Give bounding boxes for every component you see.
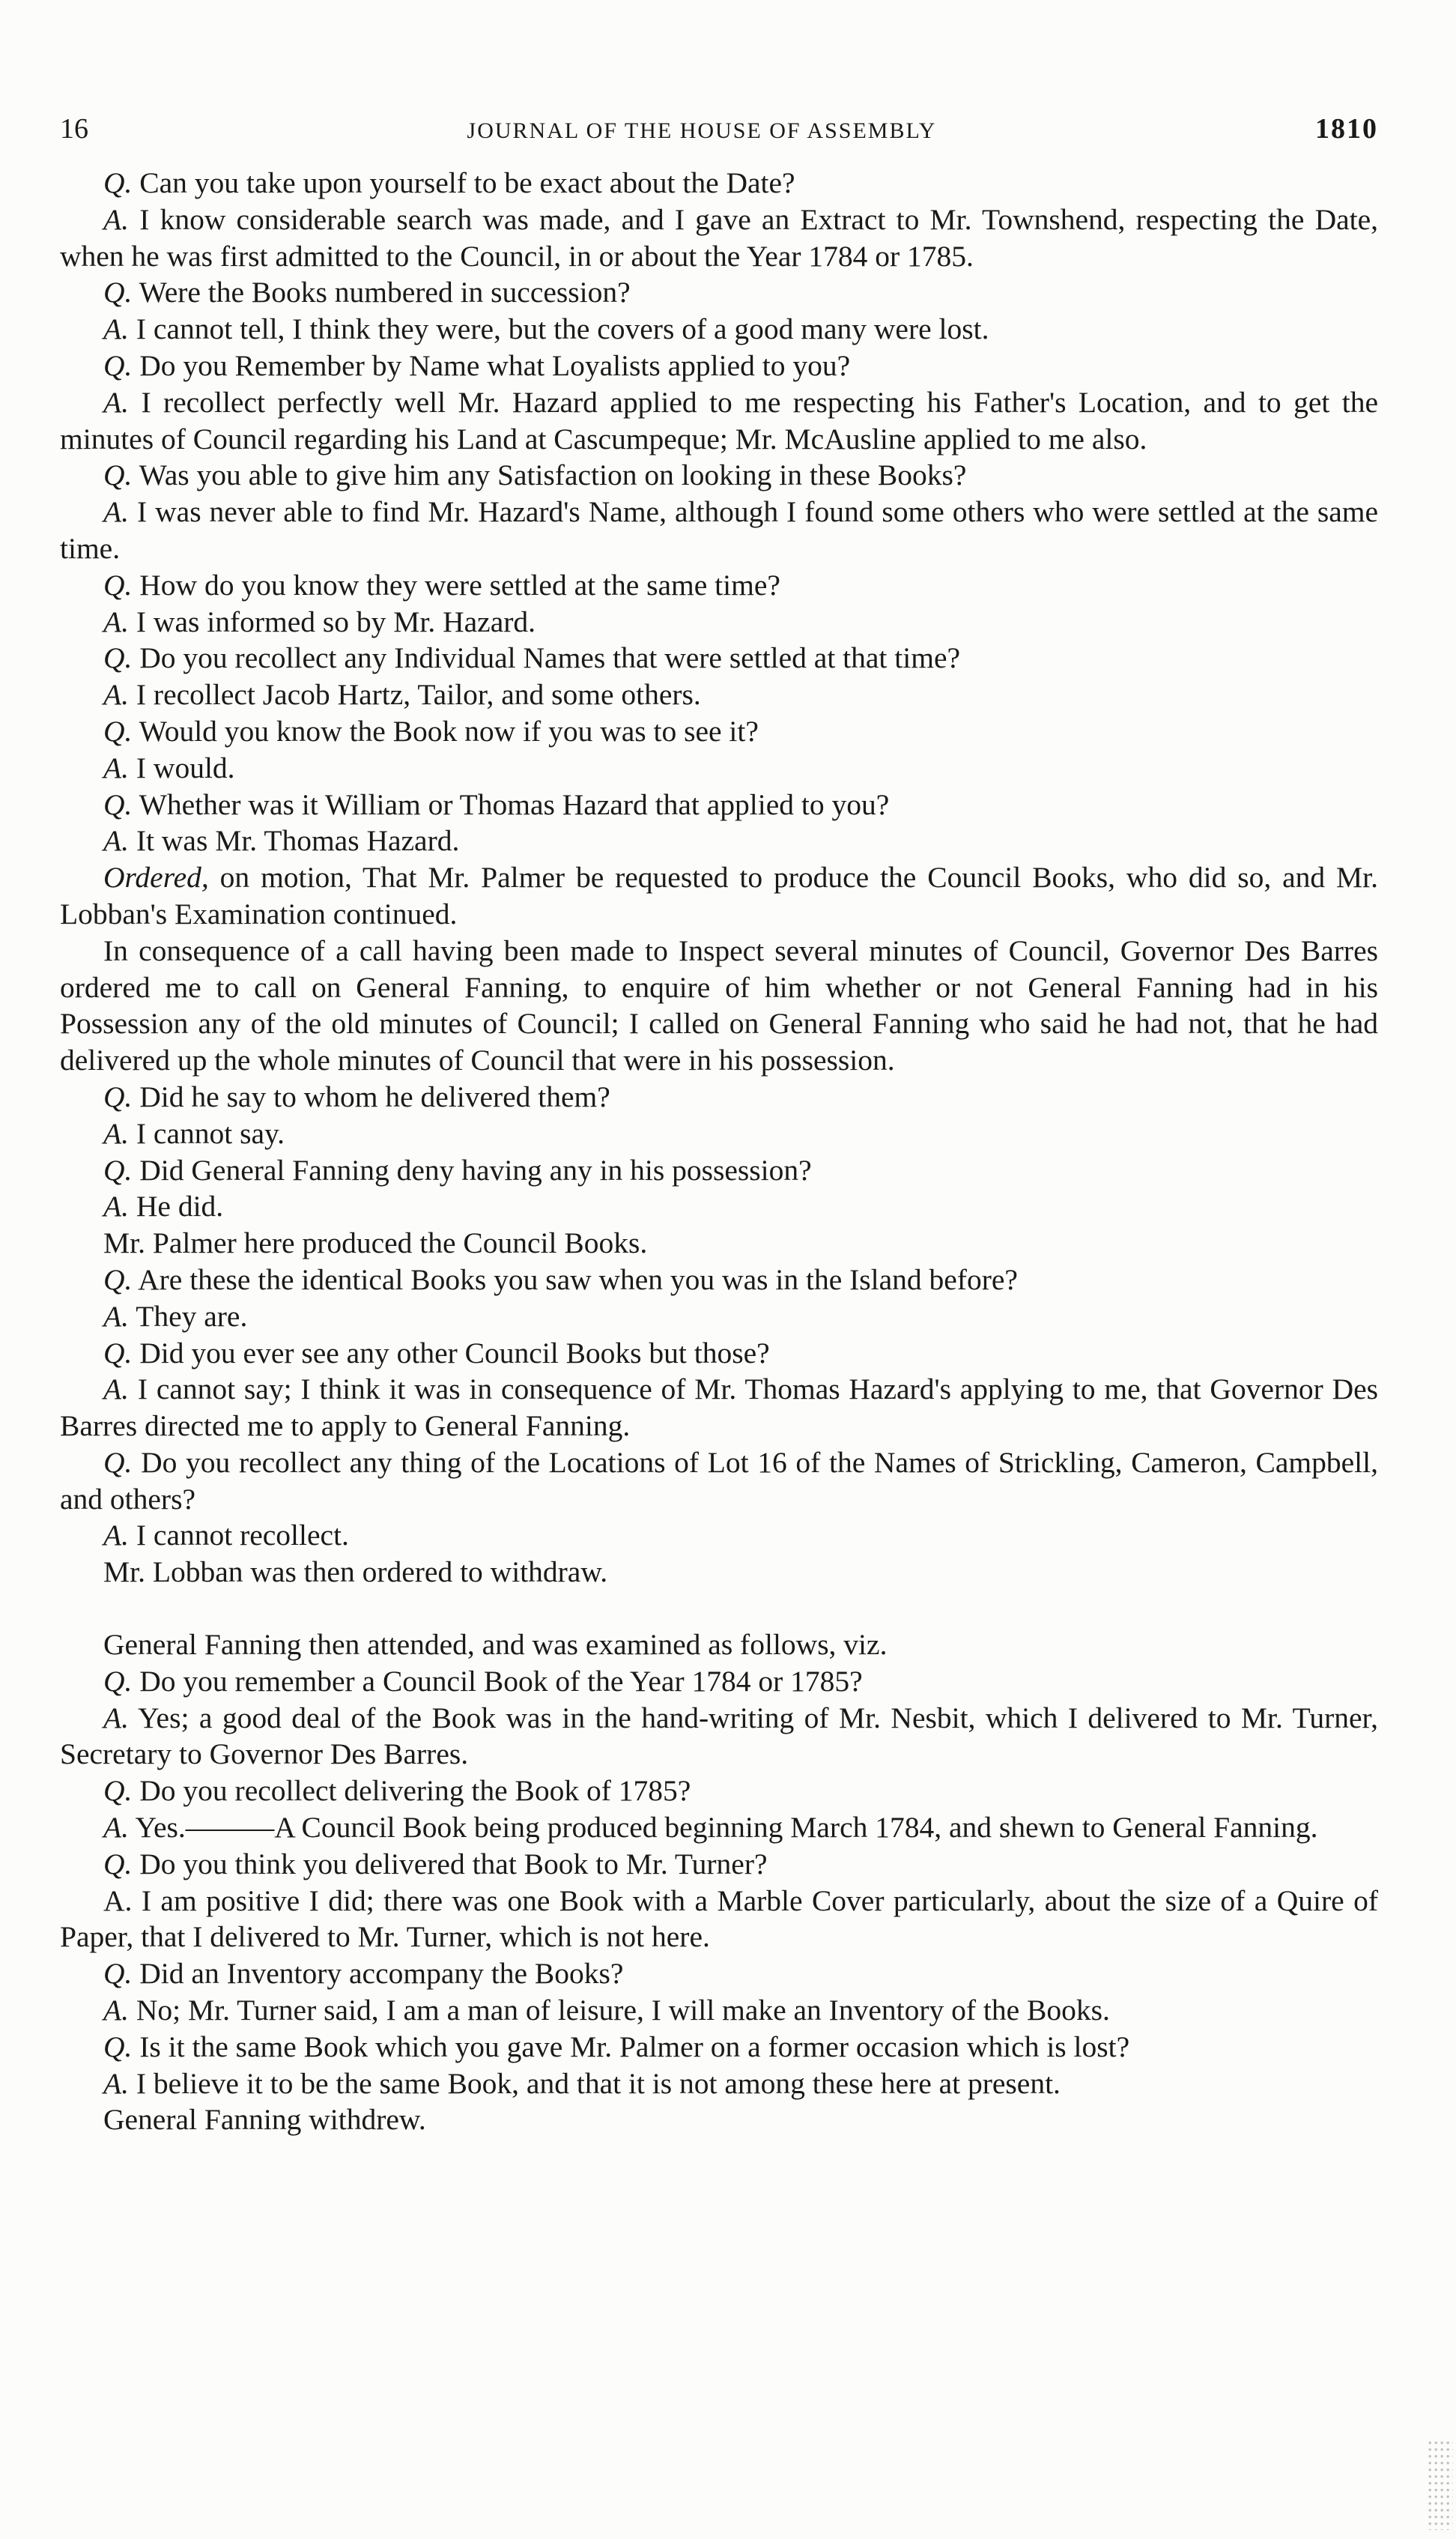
question-line: [60, 165, 1378, 202]
answer-line: [60, 384, 1378, 458]
line-text: Yes; a good deal of the Book was in the hand-writing of Mr. Nesbit, which I delivered to Mr. Turner, Secretary to Governor Des Barres.: [60, 1701, 1378, 1771]
answer-line: [60, 1700, 1378, 1773]
question-mark-label: Q.: [103, 714, 133, 748]
line-text: Do you recollect any thing of the Locations of Lot 16 of the Names of Strickling, Cameron, Campbell, and others?: [60, 1445, 1378, 1516]
line-text: How do you know they were settled at the same time?: [139, 568, 780, 602]
line-text: Do you recollect any Individual Names that were settled at that time?: [139, 641, 961, 675]
answer-line: [60, 202, 1378, 275]
answer-line: [60, 1883, 1378, 1956]
question-line: [60, 787, 1378, 823]
narrative-line: [60, 1626, 1378, 1663]
line-text: I was never able to find Mr. Hazard's Name, although I found some others who were settled at the same time.: [60, 495, 1378, 565]
question-mark-label: Q.: [103, 568, 133, 602]
line-text: I know considerable search was made, and I gave an Extract to Mr. Townshend, respecting the Date, when he was first admitted to the Council, in or about the Year 1784 or 1785.: [60, 202, 1379, 273]
answer-mark-label: A.: [103, 1883, 133, 1917]
question-mark-label: Q.: [103, 787, 133, 821]
page-number: 16: [60, 113, 88, 145]
question-mark-label: Q.: [103, 276, 133, 309]
examination-transcript: [60, 165, 1378, 2138]
question-mark-label: Q.: [103, 2030, 133, 2063]
question-line: [60, 274, 1378, 311]
line-text: Can you take upon yourself to be exact about the Date?: [139, 166, 795, 199]
line-text: I would.: [136, 751, 235, 784]
question-line: [60, 713, 1378, 750]
line-text: I believe it to be the same Book, and that it is not among these here at present.: [136, 2066, 1061, 2100]
line-text: Do you recollect delivering the Book of 1785?: [139, 1774, 691, 1808]
answer-mark-label: A.: [103, 1373, 130, 1406]
line-text: Did an Inventory accompany the Books?: [139, 1957, 624, 1991]
journal-title: JOURNAL OF THE HOUSE OF ASSEMBLY: [467, 118, 937, 143]
answer-mark-label: A.: [103, 1519, 130, 1552]
answer-line: [60, 1809, 1378, 1846]
line-text: In consequence of a call having been made to Inspect several minutes of Council, Governor Des Barres ordered me to call on General Fanning, to enquire of him whether or not General Fanning had in his Possession any of the old minutes of Council; I called on General Fanning who said he had not, that he had delivered up the whole minutes of Council that were in his possession.: [60, 933, 1378, 1077]
answer-line: [60, 823, 1378, 859]
question-line: [60, 457, 1378, 494]
answer-line: [60, 2066, 1378, 2102]
answer-line: [60, 311, 1378, 348]
answer-mark-label: A.: [103, 2066, 130, 2100]
answer-mark-label: A.: [103, 312, 130, 346]
question-line: [60, 1444, 1378, 1518]
line-text: I cannot say.: [136, 1116, 285, 1150]
answer-line: [60, 750, 1378, 787]
question-mark-label: Q.: [103, 459, 133, 492]
question-line: [60, 1846, 1378, 1883]
answer-line: [60, 1116, 1378, 1152]
answer-mark-label: A.: [103, 1811, 130, 1845]
answer-mark-label: A.: [103, 1299, 130, 1333]
answer-line: [60, 1188, 1378, 1225]
line-text: Do you Remember by Name what Loyalists applied to you?: [139, 348, 851, 382]
answer-line: [60, 1298, 1378, 1335]
running-head: [60, 112, 1378, 165]
line-text: I was informed so by Mr. Hazard.: [136, 605, 536, 638]
answer-mark-label: A.: [103, 385, 130, 419]
question-line: [60, 348, 1378, 384]
answer-line: [60, 677, 1378, 713]
question-mark-label: Q.: [103, 1957, 133, 1991]
question-line: [60, 640, 1378, 677]
answer-mark-label: A.: [103, 1116, 130, 1150]
answer-mark-label: A.: [103, 678, 130, 712]
narrative-line: [60, 933, 1378, 1079]
question-line: [60, 1079, 1378, 1116]
answer-mark-label: A.: [103, 1994, 130, 2027]
line-text: on motion, That Mr. Palmer be requested to produce the Council Books, who did so, and Mr. Lobban's Examination continued.: [60, 861, 1378, 930]
journal-year: 1810: [1314, 113, 1378, 145]
line-text: Do you think you delivered that Book to Mr. Turner?: [139, 1847, 768, 1880]
line-text: I cannot recollect.: [136, 1519, 349, 1552]
answer-line: [60, 604, 1378, 641]
question-mark-label: Q.: [103, 1664, 133, 1698]
question-mark-label: Q.: [103, 1445, 133, 1479]
journal-page: [60, 112, 1378, 2138]
line-text: I recollect Jacob Hartz, Tailor, and some others.: [136, 678, 701, 712]
question-line: [60, 1773, 1378, 1809]
line-text: Do you remember a Council Book of the Year 1784 or 1785?: [139, 1664, 863, 1698]
line-text: Did he say to whom he delivered them?: [139, 1080, 610, 1113]
line-text: I am positive I did; there was one Book with a Marble Cover particularly, about the size of a Quire of Paper, that I delivered to Mr. Turner, which is not here.: [60, 1883, 1378, 1954]
question-mark-label: Q.: [103, 1774, 133, 1808]
line-text: I cannot tell, I think they were, but the covers of a good many were lost.: [136, 312, 989, 346]
question-line: [60, 2029, 1378, 2066]
answer-mark-label: A.: [103, 202, 130, 236]
question-line: [60, 567, 1378, 604]
answer-mark-label: A.: [103, 495, 130, 529]
narrative-line: [60, 2101, 1378, 2138]
line-text: Whether was it William or Thomas Hazard that applied to you?: [139, 787, 890, 821]
question-mark-label: Q.: [103, 1262, 133, 1296]
question-mark-label: Q.: [103, 1080, 133, 1113]
section-gap: [60, 1591, 1378, 1626]
ordered-label: Ordered,: [103, 861, 209, 895]
line-text: General Fanning withdrew.: [103, 2103, 426, 2137]
question-mark-label: Q.: [103, 348, 133, 382]
line-text: Was you able to give him any Satisfaction on looking in these Books?: [139, 459, 967, 492]
page-edge-speckle: [1428, 2440, 1453, 2530]
question-line: [60, 1955, 1378, 1992]
answer-mark-label: A.: [103, 1190, 130, 1223]
line-text: Did you ever see any other Council Books but those?: [139, 1336, 770, 1370]
line-text: It was Mr. Thomas Hazard.: [136, 824, 460, 858]
line-text: Mr. Lobban was then ordered to withdraw.: [103, 1555, 608, 1589]
line-text: Are these the identical Books you saw when you was in the Island before?: [138, 1262, 1018, 1296]
question-mark-label: Q.: [103, 641, 133, 675]
line-text: Yes.———A Council Book being produced beginning March 1784, and shewn to General Fanning.: [135, 1811, 1318, 1845]
answer-line: [60, 1992, 1378, 2029]
question-mark-label: Q.: [103, 1153, 133, 1187]
ordered-line: [60, 859, 1378, 933]
line-text: General Fanning then attended, and was examined as follows, viz.: [103, 1628, 888, 1662]
line-text: I cannot say; I think it was in consequence of Mr. Thomas Hazard's applying to me, that Governor Des Barres directed me to apply to General Fanning.: [60, 1373, 1378, 1443]
line-text: Is it the same Book which you gave Mr. Palmer on a former occasion which is lost?: [139, 2030, 1130, 2063]
question-mark-label: Q.: [103, 166, 133, 199]
line-text: Mr. Palmer here produced the Council Books.: [103, 1226, 648, 1260]
line-text: No; Mr. Turner said, I am a man of leisure, I will make an Inventory of the Books.: [136, 1994, 1110, 2027]
question-line: [60, 1335, 1378, 1372]
answer-mark-label: A.: [103, 824, 130, 858]
question-line: [60, 1663, 1378, 1700]
line-text: I recollect perfectly well Mr. Hazard applied to me respecting his Father's Location, and to get the minutes of Council regarding his Land at Cascumpeque; Mr. McAusline applied to me also.: [60, 385, 1379, 456]
line-text: Would you know the Book now if you was to see it?: [139, 714, 759, 748]
question-line: [60, 1262, 1378, 1298]
narrative-line: [60, 1554, 1378, 1591]
answer-mark-label: A.: [103, 605, 130, 638]
question-mark-label: Q.: [103, 1336, 133, 1370]
answer-mark-label: A.: [103, 1701, 130, 1734]
line-text: He did.: [136, 1190, 224, 1223]
line-text: They are.: [136, 1299, 248, 1333]
answer-line: [60, 1517, 1378, 1554]
question-line: [60, 1152, 1378, 1189]
narrative-line: [60, 1225, 1378, 1262]
line-text: Were the Books numbered in succession?: [139, 276, 631, 309]
answer-line: [60, 494, 1378, 567]
question-mark-label: Q.: [103, 1847, 133, 1880]
line-text: Did General Fanning deny having any in his possession?: [139, 1153, 812, 1187]
answer-line: [60, 1371, 1378, 1444]
answer-mark-label: A.: [103, 751, 130, 784]
